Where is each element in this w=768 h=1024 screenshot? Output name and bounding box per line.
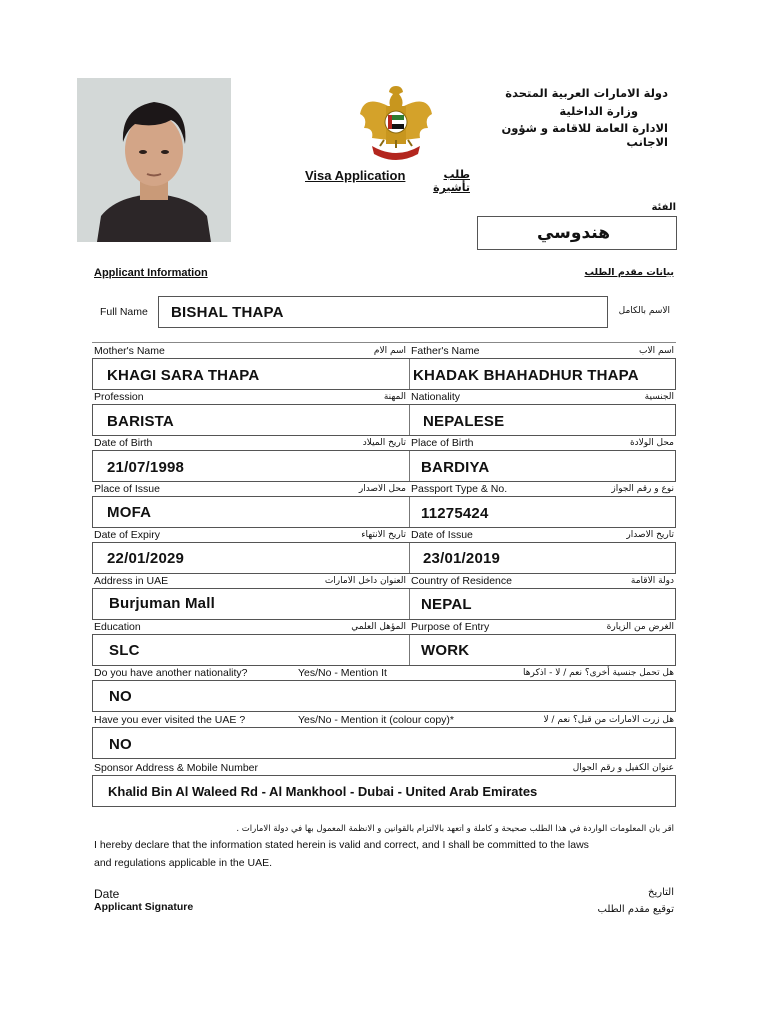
visited-uae-label: Have you ever visited the UAE ? [94,714,246,726]
divider [409,543,410,573]
category-label: الفئة [651,202,676,213]
divider [409,497,410,527]
visited-uae-hint: Yes/No - Mention it (colour copy)* [298,714,455,726]
date-label: Date [94,887,120,901]
divider [409,635,410,665]
full-name-value: BISHAL THAPA [171,304,284,321]
profession-value[interactable]: BARISTA [107,413,174,430]
divider [92,342,676,343]
declaration-ar: أقر بأن المعلومات الواردة في هذا الطلب صحيحة و كاملة و أتعهد بالالتزام بالقوانين و الانظمة المعمول بها في دولة الامارات . [236,824,674,834]
row-dob-pob [92,450,676,482]
purpose-label: Purpose of Entry [411,621,490,633]
uae-emblem-logo [358,80,434,166]
issue-date-label-ar: تاريخ الاصدار [626,530,674,540]
divider [409,451,410,481]
education-label-ar: المؤهل العلمي [351,622,406,632]
sponsor-label-ar: عنوان الكفيل و رقم الجوال [572,763,674,773]
nationality-label-ar: الجنسية [644,392,674,402]
applicant-photo [77,78,231,242]
other-nationality-field[interactable] [92,680,676,712]
section-title-ar: بيانات مقدم الطلب [584,267,674,278]
mother-name-label: Mother's Name [94,345,165,357]
pob-label: Place of Birth [411,437,474,449]
pob-label-ar: محل الولادة [629,438,674,448]
passport-label-ar: نوع و رقم الجواز [611,484,674,494]
dob-label: Date of Birth [94,437,153,449]
dob-label-ar: تاريخ الميلاد [362,438,406,448]
address-value[interactable]: Burjuman Mall [109,595,215,612]
purpose-value[interactable]: WORK [421,642,470,659]
row-issue-passport [92,496,676,528]
father-name-label-ar: اسم الاب [639,346,674,356]
residence-value[interactable]: NEPAL [421,596,472,613]
declaration-en-line1: I hereby declare that the information stated herein is valid and correct, and I shall be committed to the laws [94,839,589,851]
row-expiry-issue [92,542,676,574]
education-label: Education [94,621,141,633]
place-issue-label: Place of Issue [94,483,160,495]
purpose-label-ar: الغرض من الزيارة [606,622,674,632]
row-education-purpose [92,634,676,666]
row-address-residence [92,588,676,620]
divider [409,589,410,619]
full-name-field[interactable] [158,296,608,328]
address-label: Address in UAE [94,575,169,587]
residence-label-ar: دولة الاقامة [630,576,674,586]
visited-uae-field[interactable] [92,727,676,759]
father-name-label: Father's Name [411,345,480,357]
declaration-en-line2: and regulations applicable in the UAE. [94,857,273,869]
date-label-ar: التاريخ [648,887,674,898]
residence-label: Country of Residence [411,575,512,587]
expiry-label: Date of Expiry [94,529,160,541]
place-issue-value[interactable]: MOFA [107,504,152,521]
mother-name-value[interactable]: KHAGI SARA THAPA [107,367,260,384]
header-ar-line3: الادارة العامة للاقامة و شؤون الاجانب [501,121,668,149]
other-nationality-hint: Yes/No - Mention It [298,667,387,679]
full-name-label-ar: الاسم بالكامل [618,306,670,316]
place-issue-label-ar: محل الاصدار [358,484,406,494]
education-value[interactable]: SLC [109,642,140,659]
passport-label: Passport Type & No. [411,483,508,495]
divider [409,405,410,435]
mother-name-label-ar: اسم الام [373,346,406,356]
sponsor-label: Sponsor Address & Mobile Number [94,762,258,774]
expiry-label-ar: تاريخ الانتهاء [361,530,406,540]
visited-uae-label-ar: هل زرت الامارات من قبل؟ نعم / لا [543,715,674,725]
expiry-value[interactable]: 22/01/2029 [107,550,185,567]
passport-value[interactable]: 11275424 [421,505,489,522]
header-ar-line1: دولة الامارات العربية المتحدة [505,86,668,100]
category-box[interactable] [477,216,677,250]
header-ar-line2: وزارة الداخلية [559,104,638,118]
full-name-label: Full Name [100,306,148,318]
signature-label: Applicant Signature [94,901,194,913]
issue-date-label: Date of Issue [411,529,473,541]
father-name-value[interactable]: KHADAK BHAHADHUR THAPA [413,367,639,384]
issue-date-value[interactable]: 23/01/2019 [423,550,501,567]
divider [409,359,410,389]
address-label-ar: العنوان داخل الامارات [324,576,406,586]
nationality-value[interactable]: NEPALESE [423,413,505,430]
other-nationality-value: NO [109,688,132,705]
dob-value[interactable]: 21/07/1998 [107,459,185,476]
row-mother-father [92,358,676,390]
profession-label-ar: المهنة [383,392,406,402]
profession-label: Profession [94,391,144,403]
other-nationality-label: Do you have another nationality? [94,667,248,679]
form-title: Visa Application [305,168,406,183]
category-value: هندوسي [536,223,610,243]
pob-value[interactable]: BARDIYA [421,459,490,476]
other-nationality-label-ar: هل تحمل جنسية أخرى؟ نعم / لا - اذكرها [523,668,674,678]
signature-label-ar: توقيع مقدم الطلب [597,904,674,915]
form-title-ar: طلب تأشيرة [433,168,470,194]
visited-uae-value: NO [109,736,132,753]
sponsor-field[interactable] [92,775,676,807]
sponsor-value: Khalid Bin Al Waleed Rd - Al Mankhool - Dubai - United Arab Emirates [108,784,538,799]
row-profession-nationality [92,404,676,436]
nationality-label: Nationality [411,391,461,403]
section-title: Applicant Information [94,267,208,279]
